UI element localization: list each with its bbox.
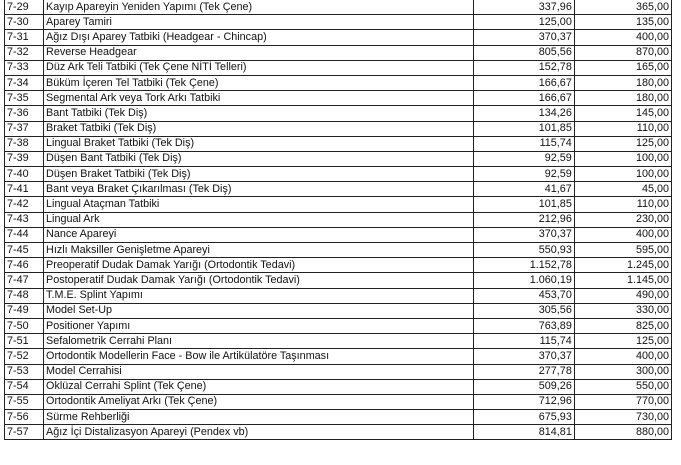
table-row — [5, 318, 672, 333]
table-row — [5, 151, 672, 166]
procedure-name-cell: Büküm İçeren Tel Tatbiki (Tek Çene) — [44, 75, 474, 90]
procedure-code-cell: 7-29 — [5, 0, 44, 15]
procedure-code-cell: 7-33 — [5, 60, 44, 75]
procedure-name-cell: Lingual Ark — [44, 212, 474, 227]
price-incl-vat-cell: 550,00 — [574, 379, 671, 394]
price-incl-vat-cell: 45,00 — [574, 182, 671, 197]
price-incl-vat-cell: 400,00 — [574, 30, 671, 45]
procedure-code-cell: 7-48 — [5, 288, 44, 303]
price-excl-vat-cell: 370,37 — [473, 30, 574, 45]
price-incl-vat-cell: 400,00 — [574, 227, 671, 242]
procedure-code-cell: 7-32 — [5, 45, 44, 60]
procedure-name-cell: Segmental Ark veya Tork Arkı Tatbiki — [44, 91, 474, 106]
price-excl-vat-cell: 337,96 — [473, 0, 574, 15]
table-row — [5, 45, 672, 60]
procedure-name-cell: Sefalometrik Cerrahi Planı — [44, 334, 474, 349]
table-row — [5, 182, 672, 197]
procedure-code-cell: 7-43 — [5, 212, 44, 227]
price-excl-vat-cell: 101,85 — [473, 197, 574, 212]
price-excl-vat-cell: 134,26 — [473, 106, 574, 121]
price-incl-vat-cell: 110,00 — [574, 197, 671, 212]
price-excl-vat-cell: 370,37 — [473, 227, 574, 242]
procedure-code-cell: 7-40 — [5, 167, 44, 182]
price-incl-vat-cell: 365,00 — [574, 0, 671, 15]
procedure-code-cell: 7-31 — [5, 30, 44, 45]
table-row — [5, 288, 672, 303]
procedure-code-cell: 7-35 — [5, 91, 44, 106]
price-incl-vat-cell: 300,00 — [574, 364, 671, 379]
price-incl-vat-cell: 770,00 — [574, 394, 671, 409]
price-excl-vat-cell: 125,00 — [473, 15, 574, 30]
price-incl-vat-cell: 825,00 — [574, 318, 671, 333]
procedure-code-cell: 7-36 — [5, 106, 44, 121]
table-row — [5, 258, 672, 273]
price-excl-vat-cell: 277,78 — [473, 364, 574, 379]
price-excl-vat-cell: 509,26 — [473, 379, 574, 394]
price-excl-vat-cell: 92,59 — [473, 167, 574, 182]
price-excl-vat-cell: 92,59 — [473, 151, 574, 166]
price-incl-vat-cell: 165,00 — [574, 60, 671, 75]
price-excl-vat-cell: 550,93 — [473, 243, 574, 258]
procedure-code-cell: 7-55 — [5, 394, 44, 409]
procedure-code-cell: 7-49 — [5, 303, 44, 318]
procedure-name-cell: Postoperatif Dudak Damak Yarığı (Ortodontik Tedavi) — [44, 273, 474, 288]
procedure-name-cell: Braket Tatbiki (Tek Diş) — [44, 121, 474, 136]
price-excl-vat-cell: 453,70 — [473, 288, 574, 303]
price-incl-vat-cell: 125,00 — [574, 136, 671, 151]
table-row — [5, 349, 672, 364]
procedure-name-cell: Oklüzal Cerrahi Splint (Tek Çene) — [44, 379, 474, 394]
procedure-name-cell: T.M.E. Splint Yapımı — [44, 288, 474, 303]
price-excl-vat-cell: 814,81 — [473, 425, 574, 440]
procedure-code-cell: 7-45 — [5, 243, 44, 258]
procedure-code-cell: 7-54 — [5, 379, 44, 394]
price-excl-vat-cell: 166,67 — [473, 91, 574, 106]
table-row — [5, 106, 672, 121]
price-excl-vat-cell: 370,37 — [473, 349, 574, 364]
price-table — [4, 0, 672, 440]
procedure-code-cell: 7-57 — [5, 425, 44, 440]
price-excl-vat-cell: 305,56 — [473, 303, 574, 318]
price-incl-vat-cell: 100,00 — [574, 167, 671, 182]
price-excl-vat-cell: 101,85 — [473, 121, 574, 136]
price-excl-vat-cell: 41,67 — [473, 182, 574, 197]
procedure-name-cell: Preoperatif Dudak Damak Yarığı (Ortodontik Tedavi) — [44, 258, 474, 273]
table-row — [5, 91, 672, 106]
price-incl-vat-cell: 490,00 — [574, 288, 671, 303]
procedure-name-cell: Positioner Yapımı — [44, 318, 474, 333]
procedure-name-cell: Düz Ark Teli Tatbiki (Tek Çene NİTİ Telleri) — [44, 60, 474, 75]
table-row — [5, 425, 672, 440]
price-table-body — [5, 0, 672, 440]
procedure-name-cell: Sürme Rehberliği — [44, 410, 474, 425]
procedure-code-cell: 7-51 — [5, 334, 44, 349]
procedure-code-cell: 7-52 — [5, 349, 44, 364]
price-incl-vat-cell: 880,00 — [574, 425, 671, 440]
table-row — [5, 121, 672, 136]
procedure-name-cell: Ağız Dışı Aparey Tatbiki (Headgear - Chincap) — [44, 30, 474, 45]
table-row — [5, 364, 672, 379]
procedure-code-cell: 7-34 — [5, 75, 44, 90]
procedure-code-cell: 7-47 — [5, 273, 44, 288]
procedure-code-cell: 7-44 — [5, 227, 44, 242]
procedure-code-cell: 7-50 — [5, 318, 44, 333]
table-row — [5, 394, 672, 409]
procedure-code-cell: 7-38 — [5, 136, 44, 151]
price-incl-vat-cell: 330,00 — [574, 303, 671, 318]
table-row — [5, 197, 672, 212]
price-excl-vat-cell: 675,93 — [473, 410, 574, 425]
price-incl-vat-cell: 110,00 — [574, 121, 671, 136]
procedure-name-cell: Ağız İçi Distalizasyon Apareyi (Pendex vb) — [44, 425, 474, 440]
price-incl-vat-cell: 595,00 — [574, 243, 671, 258]
price-incl-vat-cell: 125,00 — [574, 334, 671, 349]
table-row — [5, 212, 672, 227]
procedure-name-cell: Ortodontik Modellerin Face - Bow ile Artikülatöre Taşınması — [44, 349, 474, 364]
procedure-name-cell: Lingual Braket Tatbiki (Tek Diş) — [44, 136, 474, 151]
table-row — [5, 30, 672, 45]
table-row — [5, 334, 672, 349]
price-excl-vat-cell: 1.060,19 — [473, 273, 574, 288]
procedure-name-cell: Reverse Headgear — [44, 45, 474, 60]
price-incl-vat-cell: 1.145,00 — [574, 273, 671, 288]
price-incl-vat-cell: 230,00 — [574, 212, 671, 227]
table-row — [5, 243, 672, 258]
price-excl-vat-cell: 763,89 — [473, 318, 574, 333]
procedure-name-cell: Düşen Braket Tatbiki (Tek Diş) — [44, 167, 474, 182]
procedure-name-cell: Bant veya Braket Çıkarılması (Tek Diş) — [44, 182, 474, 197]
table-row — [5, 273, 672, 288]
price-excl-vat-cell: 166,67 — [473, 75, 574, 90]
procedure-name-cell: Düşen Bant Tatbiki (Tek Diş) — [44, 151, 474, 166]
price-excl-vat-cell: 115,74 — [473, 334, 574, 349]
procedure-name-cell: Aparey Tamiri — [44, 15, 474, 30]
price-excl-vat-cell: 152,78 — [473, 60, 574, 75]
procedure-code-cell: 7-39 — [5, 151, 44, 166]
price-incl-vat-cell: 870,00 — [574, 45, 671, 60]
table-row — [5, 136, 672, 151]
procedure-name-cell: Model Set-Up — [44, 303, 474, 318]
procedure-code-cell: 7-53 — [5, 364, 44, 379]
table-row — [5, 60, 672, 75]
procedure-name-cell: Model Cerrahisi — [44, 364, 474, 379]
price-tariff-sheet — [4, 0, 676, 465]
procedure-code-cell: 7-30 — [5, 15, 44, 30]
procedure-name-cell: Bant Tatbiki (Tek Diş) — [44, 106, 474, 121]
procedure-code-cell: 7-42 — [5, 197, 44, 212]
table-row — [5, 15, 672, 30]
price-incl-vat-cell: 730,00 — [574, 410, 671, 425]
procedure-name-cell: Hızlı Maksiller Genişletme Apareyi — [44, 243, 474, 258]
procedure-code-cell: 7-46 — [5, 258, 44, 273]
procedure-code-cell: 7-41 — [5, 182, 44, 197]
table-row — [5, 379, 672, 394]
procedure-name-cell: Ortodontik Ameliyat Arkı (Tek Çene) — [44, 394, 474, 409]
price-excl-vat-cell: 115,74 — [473, 136, 574, 151]
price-incl-vat-cell: 180,00 — [574, 91, 671, 106]
price-incl-vat-cell: 145,00 — [574, 106, 671, 121]
table-row — [5, 410, 672, 425]
table-row — [5, 75, 672, 90]
table-row — [5, 167, 672, 182]
table-row — [5, 303, 672, 318]
price-excl-vat-cell: 805,56 — [473, 45, 574, 60]
price-incl-vat-cell: 1.245,00 — [574, 258, 671, 273]
table-row — [5, 227, 672, 242]
price-excl-vat-cell: 712,96 — [473, 394, 574, 409]
table-row — [5, 0, 672, 15]
price-incl-vat-cell: 100,00 — [574, 151, 671, 166]
price-incl-vat-cell: 180,00 — [574, 75, 671, 90]
price-excl-vat-cell: 212,96 — [473, 212, 574, 227]
procedure-name-cell: Nance Apareyi — [44, 227, 474, 242]
procedure-name-cell: Kayıp Apareyin Yeniden Yapımı (Tek Çene) — [44, 0, 474, 15]
procedure-code-cell: 7-37 — [5, 121, 44, 136]
price-excl-vat-cell: 1.152,78 — [473, 258, 574, 273]
procedure-code-cell: 7-56 — [5, 410, 44, 425]
procedure-name-cell: Lingual Ataçman Tatbiki — [44, 197, 474, 212]
price-incl-vat-cell: 400,00 — [574, 349, 671, 364]
price-incl-vat-cell: 135,00 — [574, 15, 671, 30]
